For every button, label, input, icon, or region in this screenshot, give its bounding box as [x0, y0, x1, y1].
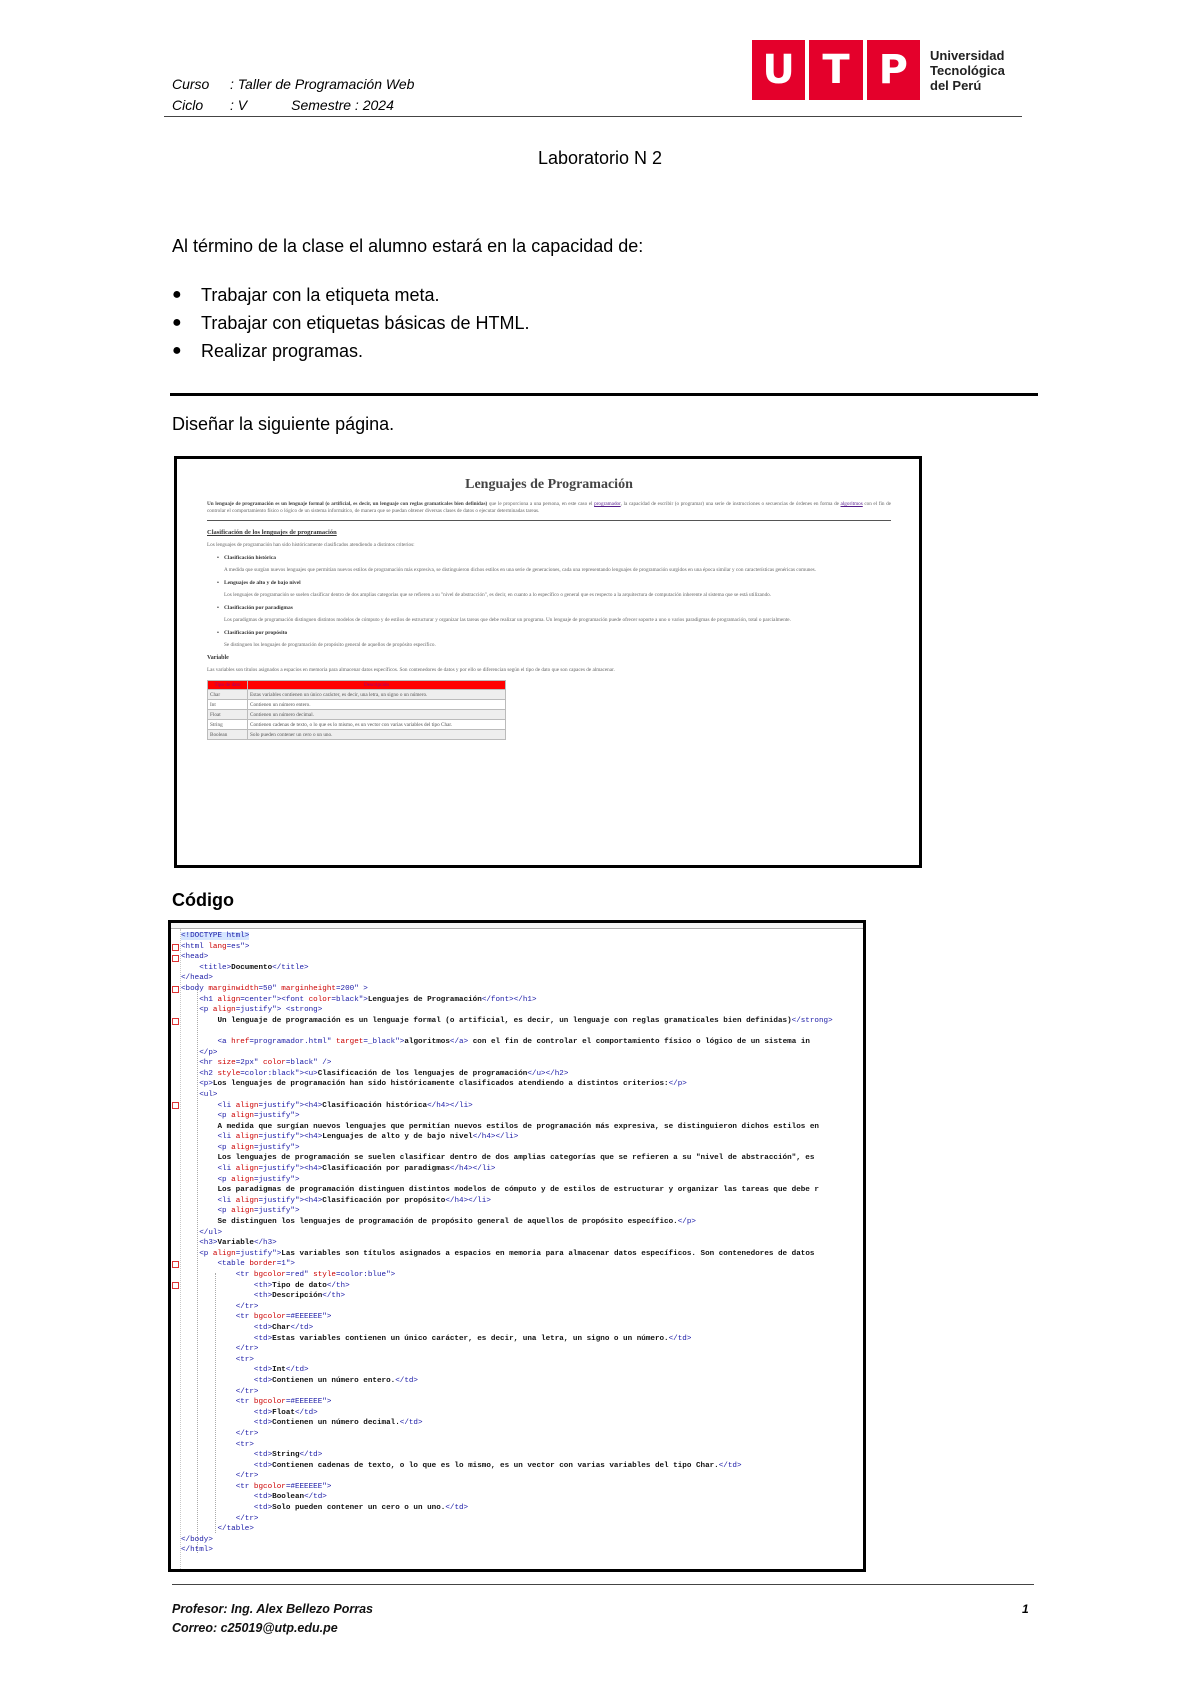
- fold-marker-icon[interactable]: [172, 1282, 179, 1289]
- code-line: </tr>: [235, 1345, 259, 1354]
- code-line: [181, 1026, 833, 1037]
- code-line: <p>Los lenguajes de programación han sido históricamente clasificados atendiendo a distintos criterios:</p>: [199, 1080, 687, 1089]
- code-line: <td>Contienen cadenas de texto, o lo que es lo mismo, es un vector con varias variables del tipo Char.</td>: [253, 1461, 742, 1470]
- bullet-icon: ●: [172, 342, 182, 359]
- preview-intro-bold: Un lenguaje de programación es un lenguaje formal (o artificial, es decir, un lenguaje con reglas gramaticales bien definidas): [207, 501, 488, 507]
- code-line: </tr>: [235, 1387, 259, 1396]
- table-cell: Int: [208, 700, 248, 710]
- code-line: <td>Int</td>: [253, 1366, 309, 1375]
- code-line: <tr bgcolor=#EEEEEE">: [235, 1482, 332, 1491]
- preview-content: [207, 477, 891, 740]
- logo-text-line: Universidad: [930, 47, 1005, 63]
- code-line: <li align=justify"><h4>Lenguajes de alto y de bajo nivel</h4></li>: [217, 1133, 519, 1142]
- code-line: <td>Float</td>: [253, 1408, 318, 1417]
- code-line: <td>Estas variables contienen un único carácter, es decir, una letra, un signo o un número.</td>: [253, 1334, 692, 1343]
- cycle-value: : V: [230, 97, 248, 113]
- code-line: <h3>Variable</h3>: [199, 1239, 277, 1248]
- code-line: <h2 style=color:black"><u>Clasificación de los lenguajes de programación</u></h2>: [199, 1069, 569, 1078]
- code-line: </p>: [199, 1048, 218, 1057]
- table-row: [208, 690, 506, 700]
- code-line: <td>Boolean</td>: [253, 1493, 327, 1502]
- logo-letters: [752, 40, 920, 100]
- preview-intro-text: con el fin de controlar el comportamiento físico o lógico de un sistema informático, de manera que se puedan obtener diversas clases de datos o ejecutar determinadas tareas.: [207, 501, 891, 514]
- footer-divider: [172, 1584, 1034, 1585]
- bullet-icon: ●: [172, 286, 182, 303]
- preview-variable-title: Variable: [207, 655, 229, 661]
- preview-item-text: Se distinguen los lenguajes de programación de propósito general de aquellos de propósito específico.: [224, 642, 436, 648]
- code-line: <head>: [181, 953, 209, 962]
- code-line: <p align=justify"> <strong>: [199, 1006, 323, 1015]
- table-cell: Contienen un número entero.: [248, 700, 506, 710]
- logo-text-line: del Perú: [930, 77, 982, 93]
- logo-text-line: Tecnológica: [930, 62, 1005, 78]
- code-line: <!DOCTYPE html>: [181, 932, 250, 940]
- code-line: <body marginwidth=50" marginheight=200" >: [181, 984, 368, 993]
- table-cell: Estas variables contienen un único carácter, es decir, una letra, un signo o un número.: [248, 690, 506, 700]
- table-cell: String: [208, 720, 248, 730]
- code-line: </tr>: [235, 1302, 259, 1311]
- code-line: <p align=justify">: [217, 1207, 300, 1216]
- utp-logo: [752, 40, 1005, 100]
- code-line: </tr>: [235, 1472, 259, 1481]
- bullet-icon: ●: [172, 314, 182, 331]
- semester: Semestre : 2024: [291, 97, 394, 113]
- code-section-title: Código: [172, 890, 234, 910]
- fold-marker-icon[interactable]: [172, 1018, 179, 1025]
- logo-letter-p: P: [878, 47, 908, 93]
- code-line: <td>String</td>: [253, 1451, 323, 1460]
- objective-text: Trabajar con etiquetas básicas de HTML.: [201, 313, 530, 333]
- code-line: <a href=programador.html" target=_black">algoritmos</a> con el fin de controlar el comportamiento físico o lógico de un sistema in: [217, 1037, 810, 1046]
- fold-marker-icon[interactable]: [172, 1261, 179, 1268]
- preview-item-title: • Clasificación histórica: [217, 555, 891, 561]
- code-line: <th>Tipo de dato</th>: [253, 1281, 350, 1290]
- code-line: <tr bgcolor=#EEEEEE">: [235, 1398, 332, 1407]
- preview-item-title: • Clasificación por propósito: [217, 630, 891, 636]
- code-line: <ul>: [199, 1090, 218, 1099]
- code-line: </body>: [181, 1535, 213, 1544]
- code-line: <p align=justify">Las variables son títulos asignados a espacios en memoria para almacenar datos específicos. Son contenedores de datos: [199, 1249, 815, 1258]
- code-line: Se distinguen los lenguajes de programación de propósito general de aquellos de propósito específico.</p>: [181, 1218, 696, 1227]
- code-line: <li align=justify"><h4>Clasificación por paradigmas</h4></li>: [217, 1165, 496, 1174]
- code-editor: [168, 920, 866, 1572]
- intro-text: Al término de la clase el alumno estará en la capacidad de:: [172, 236, 644, 256]
- table-row: [208, 720, 506, 730]
- code-line: <td>Char</td>: [253, 1323, 314, 1332]
- fold-marker-icon[interactable]: [172, 944, 179, 951]
- professor-email: Correo: c25019@utp.edu.pe: [172, 1621, 338, 1635]
- code-line: </html>: [181, 1546, 213, 1555]
- table-cell: Solo pueden contener un cero o un uno.: [248, 730, 506, 740]
- logo-letter-t: T: [809, 40, 866, 100]
- preview-item-text: Los lenguajes de programación se suelen clasificar dentro de dos amplias categorías que se refieren a su "nivel de abstracción", es decir, en cuanto a lo específico o general que es respecto a la arquitectura de computación inherente al sistema que se está utilizando.: [224, 592, 772, 598]
- preview-item-text: A medida que surgían nuevos lenguajes que permitían nuevos estilos de programación más expresiva, se distinguieron dichos estilos en una serie de generaciones, cada una representando lenguajes de programación surgidos en una época similar y con características genéricas comunes.: [224, 567, 816, 573]
- table-header: Descripción: [248, 681, 506, 690]
- code-line: <title>Documento</title>: [199, 963, 309, 972]
- preview-intro-text: que le proporciona a una persona, en este caso el: [487, 501, 595, 507]
- code-line: <tr bgcolor=#EEEEEE">: [235, 1313, 332, 1322]
- code-line: <h1 align=center"><font color=black">Lenguajes de Programación</font></h1>: [199, 995, 537, 1004]
- code-line: <tr>: [235, 1355, 254, 1364]
- page-number: 1: [1022, 1602, 1029, 1616]
- footer-info: [172, 1600, 373, 1638]
- code-line: <p align=justify">: [217, 1175, 300, 1184]
- preview-divider: [207, 520, 891, 521]
- logo-text: [930, 48, 1005, 93]
- code-line: <table border=1">: [217, 1260, 295, 1269]
- fold-marker-icon[interactable]: [172, 986, 179, 993]
- course-info: [172, 74, 414, 116]
- table-cell: Float: [208, 710, 248, 720]
- table-row: [208, 700, 506, 710]
- code-line: Los lenguajes de programación se suelen clasificar dentro de dos amplias categorías que se refieren a su "nivel de abstracción", es: [181, 1154, 815, 1163]
- code-line: <td>Contienen un número entero.</td>: [253, 1376, 418, 1385]
- table-header: Tipo de dato: [208, 681, 248, 690]
- code-line: <li align=justify"><h4>Clasificación histórica</h4></li>: [217, 1101, 473, 1110]
- objectives-list: [172, 281, 530, 365]
- fold-marker-icon[interactable]: [172, 955, 179, 962]
- objective-text: Trabajar con la etiqueta meta.: [201, 285, 440, 305]
- professor-name: Profesor: Ing. Alex Bellezo Porras: [172, 1602, 373, 1616]
- list-item: [172, 337, 530, 365]
- preview-intro-text: , la capacidad de escribir (o programar) una serie de instrucciones o secuencias de órdenes en forma de: [620, 501, 841, 507]
- page-preview: [174, 456, 922, 868]
- logo-letter-u: U: [752, 40, 809, 100]
- table-cell: Contienen cadenas de texto, o lo que es lo mismo, es un vector con varias variables del tipo Char.: [248, 720, 506, 730]
- code-line: Un lenguaje de programación es un lenguaje formal (o artificial, es decir, un lenguaje con reglas gramaticales bien definidas)</strong>: [181, 1016, 833, 1025]
- table-cell: Contienen un número decimal.: [248, 710, 506, 720]
- code-line: <tr>: [235, 1440, 254, 1449]
- preview-item-title: • Lenguajes de alto y de bajo nivel: [217, 580, 891, 586]
- preview-link-programador[interactable]: programador: [594, 501, 621, 507]
- code-line: Los paradigmas de programación distinguen distintos modelos de cómputo y de estilos de estructurar y organizar las tareas que debe r: [181, 1186, 819, 1195]
- list-item: [172, 309, 530, 337]
- code-line: <p align=justify">: [217, 1143, 300, 1152]
- code-listing: [181, 931, 833, 1556]
- code-line: </head>: [181, 974, 213, 983]
- preview-heading: Lenguajes de Programación: [465, 477, 633, 492]
- editor-gutter: [171, 929, 181, 1569]
- code-line: <li align=justify"><h4>Clasificación por propósito</h4></li>: [217, 1196, 491, 1205]
- preview-section-title: Clasificación de los lenguajes de programación: [207, 529, 337, 536]
- preview-table: [207, 680, 506, 740]
- preview-section-intro: Los lenguajes de programación han sido históricamente clasificados atendiendo a distintos criterios:: [207, 542, 415, 548]
- cycle-label: Ciclo: [172, 97, 204, 113]
- code-line: <hr size=2px" color=black" />: [199, 1059, 332, 1068]
- code-line: <td>Solo pueden contener un cero o un uno.</td>: [253, 1504, 469, 1513]
- header-divider: [164, 116, 1022, 117]
- section-divider: [170, 393, 1038, 396]
- course-label: Curso: [172, 76, 210, 92]
- editor-tab-strip: [171, 923, 863, 929]
- code-line: A medida que surgían nuevos lenguajes que permitían nuevos estilos de programación más expresiva, se distinguieron dichos estilos en: [181, 1122, 819, 1131]
- code-line: <html lang=es">: [181, 942, 250, 951]
- code-line: <tr bgcolor=red" style=color:blue">: [235, 1271, 396, 1279]
- table-cell: Boolean: [208, 730, 248, 740]
- code-line: <p align=justify">: [217, 1112, 300, 1121]
- page-title: Laboratorio N 2: [537, 148, 663, 168]
- fold-marker-icon[interactable]: [172, 1102, 179, 1109]
- preview-variable-text: Las variables son títulos asignados a espacios en memoria para almacenar datos específicos. Son contenedores de datos y por ello se diferencian según el tipo de dato que son capaces de almacenar.: [207, 667, 615, 673]
- code-line: </tr>: [235, 1429, 259, 1438]
- design-instruction: Diseñar la siguiente página.: [172, 414, 395, 434]
- preview-intro: [207, 501, 891, 515]
- code-line: </table>: [217, 1525, 254, 1534]
- code-line: <td>Contienen un número decimal.</td>: [253, 1419, 423, 1428]
- table-header-row: [208, 681, 506, 690]
- code-line: </tr>: [235, 1514, 259, 1523]
- code-line: </ul>: [199, 1228, 223, 1237]
- list-item: [172, 281, 530, 309]
- preview-link-algoritmos[interactable]: algoritmos: [840, 501, 863, 507]
- table-row: [208, 710, 506, 720]
- code-line: <th>Descripción</th>: [253, 1292, 346, 1301]
- preview-item-text: Los paradigmas de programación distinguen distintos modelos de cómputo y de estilos de estructurar y organizar las tareas que debe realizar un programa. Un lenguaje de programación puede ofrecer soporte a uno o varios paradigmas de programación, total o parcialmente.: [224, 617, 791, 623]
- table-row: [208, 730, 506, 740]
- objective-text: Realizar programas.: [201, 341, 364, 361]
- course-value: : Taller de Programación Web: [230, 76, 415, 92]
- preview-item-title: • Clasificación por paradigmas: [217, 605, 891, 611]
- table-cell: Char: [208, 690, 248, 700]
